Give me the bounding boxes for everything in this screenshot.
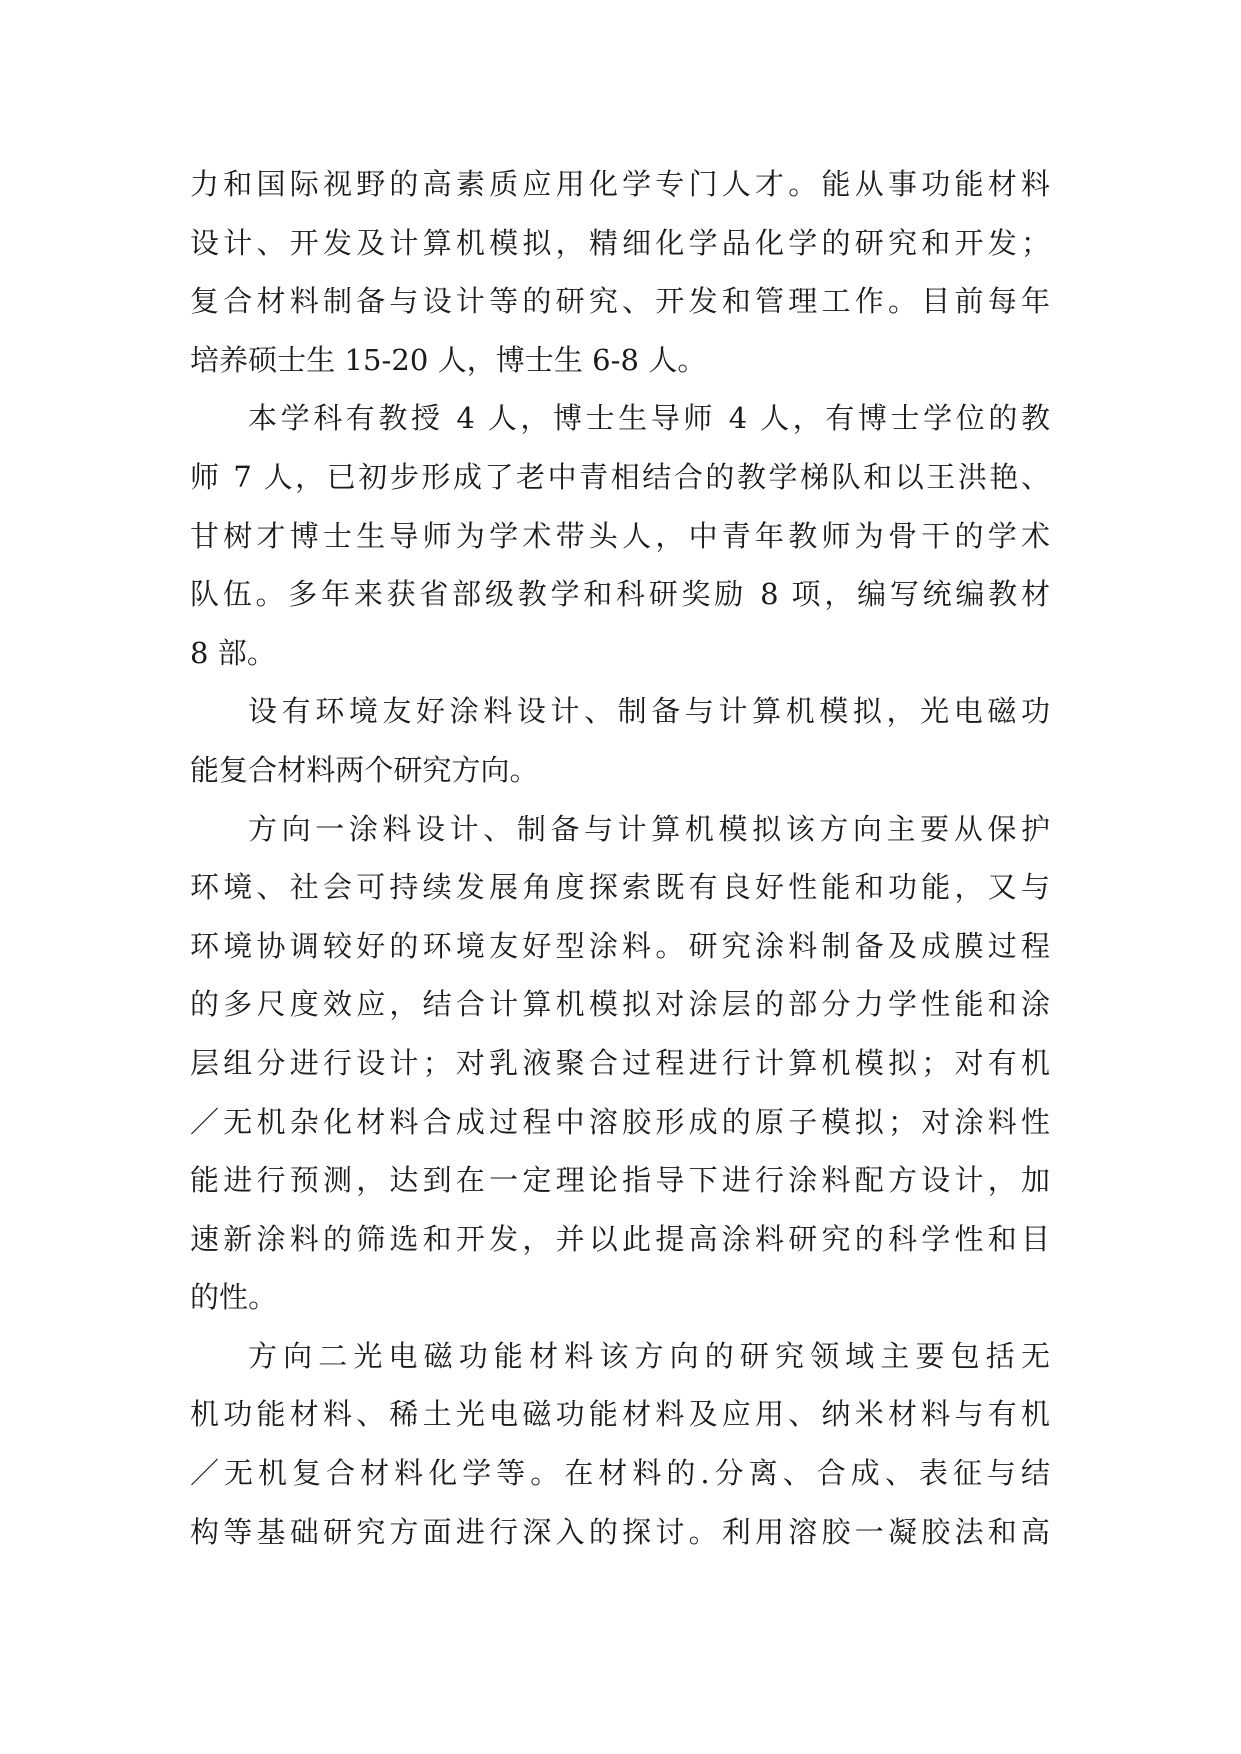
text-line: 能复合材料两个研究方向。 [190,752,539,787]
text-line: ／无机杂化材料合成过程中溶胶形成的原子模拟；对涂料性 [190,1104,1050,1139]
text-line: ／无机复合材料化学等。在材料的.分离、合成、表征与结 [190,1456,1050,1491]
text-line: 设计、开发及计算机模拟，精细化学品化学的研究和开发； [190,225,1050,260]
text-line: 的性。 [190,1280,278,1315]
text-line: 力和国际视野的高素质应用化学专门人才。能从事功能材料 [190,167,1050,201]
body-text [190,155,1050,1561]
paragraph-faculty [190,389,1050,682]
text-line: 速新涂料的筛选和开发，并以此提高涂料研究的科学性和目 [190,1221,1050,1256]
text-line: 机功能材料、稀土光电磁功能材料及应用、纳米材料与有机 [190,1397,1050,1432]
text-line: 8 部。 [190,635,276,670]
text-line: 环境协调较好的环境友好型涂料。研究涂料制备及成膜过程 [190,928,1050,963]
text-line: 的多尺度效应，结合计算机模拟对涂层的部分力学性能和涂 [190,987,1050,1022]
text-line: 复合材料制备与设计等的研究、开发和管理工作。目前每年 [190,284,1050,319]
text-line: 师 7 人，已初步形成了老中青相结合的教学梯队和以王洪艳、 [190,459,1050,494]
text-line: 能进行预测，达到在一定理论指导下进行涂料配方设计，加 [190,1163,1050,1198]
text-line: 环境、社会可持续发展角度探索既有良好性能和功能，又与 [190,870,1050,905]
text-line: 队伍。多年来获省部级教学和科研奖励 8 项，编写统编教材 [190,577,1050,612]
text-line: 构等基础研究方面进行深入的探讨。利用溶胶一凝胶法和高 [190,1514,1050,1549]
paragraph-direction-two-functional-materials [190,1327,1050,1561]
text-line: 甘树才博士生导师为学术带头人，中青年教师为骨干的学术 [190,518,1050,553]
text-line: 方向二光电磁功能材料该方向的研究领域主要包括无 [248,1338,1050,1373]
paragraph-direction-one-coatings [190,800,1050,1327]
text-line: 层组分进行设计；对乳液聚合过程进行计算机模拟；对有机 [190,1045,1050,1080]
text-line: 本学科有教授 4 人，博士生导师 4 人，有博士学位的教 [248,401,1050,436]
paragraph-research-directions [190,682,1050,799]
text-line: 设有环境友好涂料设计、制备与计算机模拟，光电磁功 [248,694,1050,729]
text-line: 方向一涂料设计、制备与计算机模拟该方向主要从保护 [248,811,1050,846]
text-line: 培养硕士生 15-20 人，博士生 6-8 人。 [190,342,707,377]
paragraph-training-goals [190,155,1050,389]
